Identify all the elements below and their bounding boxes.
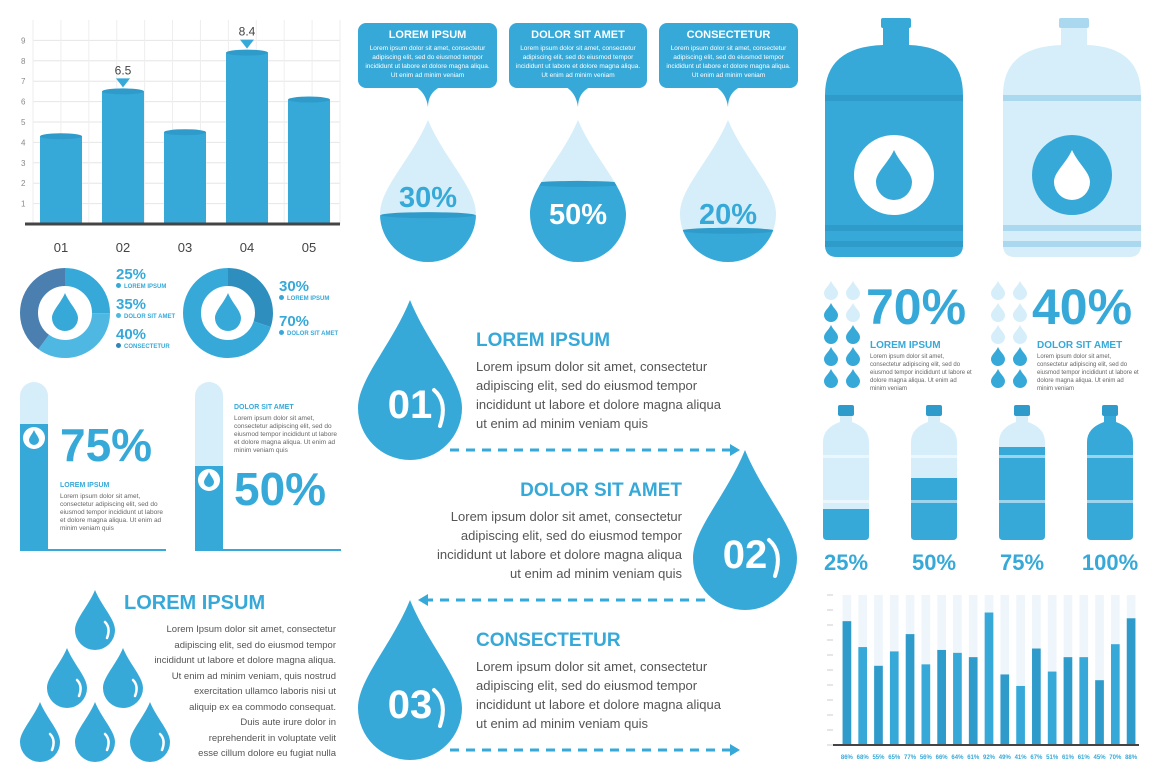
marker-arrow-icon: [240, 40, 254, 49]
bar-chart-1: [15, 15, 345, 265]
data-label: 66%: [935, 755, 948, 761]
data-label: 6.5: [114, 63, 132, 78]
bar: [1064, 657, 1073, 745]
small-drop-icon: [846, 281, 860, 300]
bottle-ridge: [1087, 455, 1133, 458]
bottle-cap: [1102, 405, 1118, 416]
small-drop-icon: [846, 347, 860, 366]
bar: [890, 651, 899, 745]
data-label: 56%: [919, 755, 932, 761]
bar: [1032, 649, 1041, 745]
legend-dot-icon: [279, 295, 284, 300]
bubble-2-text: Lorem ipsum dolor sit amet, consectetur adipiscing elit, sed do eiusmod tempor incididunt ut labore et dolore magna aliqua. Ut enim ad minim veniam: [515, 45, 641, 79]
y-tick-label: 7: [21, 77, 26, 87]
x-tick-label: 02: [115, 240, 131, 255]
bubble-3-text: Lorem ipsum dolor sit amet, consectetur adipiscing elit, sed do eiusmod tempor incididunt ut labore et dolore magna aliqua. Ut enim ad minim veniam: [666, 45, 791, 79]
bubble-tail: [416, 87, 440, 107]
step2-line: incididunt ut labore et dolore magna aliqua: [436, 547, 682, 562]
bottle-fill: [823, 509, 869, 540]
drop-percent-label: 30%: [398, 182, 458, 214]
data-label: 61%: [1077, 755, 1090, 761]
data-label: 67%: [1030, 755, 1043, 761]
small-drop-icon: [824, 325, 838, 344]
drop-percent-label: 50%: [548, 199, 608, 231]
step1-line: Lorem ipsum dolor sit amet, consectetur: [476, 359, 708, 374]
y-tick-label: 1: [21, 199, 26, 209]
x-tick-label: 04: [239, 240, 255, 255]
step3-line: incididunt ut labore et dolore magna aliqua: [476, 697, 722, 712]
bottle-label: 50%: [911, 550, 957, 575]
data-label: 86%: [840, 755, 853, 761]
small-drop-icon: [991, 347, 1005, 366]
drops-text-line: esse cillum dolore eu fugiat nulla: [198, 748, 336, 759]
bar: [1127, 618, 1136, 745]
jug-band: [1003, 225, 1141, 231]
y-tick-label: 3: [21, 158, 26, 168]
thermo2-text: Lorem ipsum dolor sit amet, consectetur adipiscing elit, sed do eiusmod tempor incididunt ut labore et dolore magna aliqua. Ut enim ad minim veniam quis: [234, 415, 337, 454]
drop-percent-label: 20%: [698, 199, 758, 231]
water-drop-icon: [47, 648, 87, 708]
step-drop-icon: [693, 450, 797, 610]
small-drop-icon: [846, 303, 860, 322]
bubble-tail: [566, 87, 590, 107]
jug-cap: [1059, 18, 1089, 28]
data-label: 49%: [998, 755, 1011, 761]
small-drop-icon: [991, 281, 1005, 300]
bar: [937, 650, 946, 745]
step3-line: ut enim ad minim veniam quis: [476, 716, 648, 731]
data-label: 70%: [1109, 755, 1122, 761]
donut2-val-1: 30%: [279, 278, 310, 295]
thermo2-value: 50%: [234, 463, 327, 515]
small-stat2-text: Lorem ipsum dolor sit amet, consectetur adipiscing elit, sed do eiusmod tempor incididunt ut labore et dolore magna aliqua. Ut enim ad minim veniam: [1037, 354, 1139, 392]
drops-text-line: Duis aute irure dolor in: [240, 717, 336, 728]
bottle-ridge: [999, 455, 1045, 458]
y-tick-label: 5: [21, 118, 26, 127]
bubble-2: [509, 23, 647, 88]
drops-text-line: adipiscing elit, sed do eiusmod tempor: [174, 639, 336, 651]
bar: [843, 621, 852, 745]
drops-text-line: reprehenderit in voluptate velit: [208, 732, 336, 744]
drops-text-line: Ut enim ad minim veniam, quis nostrud: [171, 670, 336, 682]
data-label: 61%: [1061, 755, 1074, 761]
y-tick-label: 8: [21, 56, 26, 66]
legend-dot-icon: [279, 330, 284, 335]
drops-text-line: aliquip ex ea commodo consequat.: [189, 701, 336, 713]
donut1-label-1: LOREM IPSUM: [124, 284, 167, 290]
bubble-1: [358, 23, 497, 88]
water-jugs: [818, 15, 1148, 265]
y-tick-label: 2: [21, 179, 26, 189]
data-label: 61%: [967, 755, 980, 761]
donut2-label-2: DOLOR SIT AMET: [287, 331, 339, 337]
y-tick-label: 9: [21, 36, 26, 46]
bar: [1048, 672, 1057, 745]
small-drop-icon: [824, 281, 838, 300]
data-label: 64%: [951, 755, 964, 761]
bottle-cap: [926, 405, 942, 416]
small-stat2-title: DOLOR SIT AMET: [1037, 340, 1123, 351]
thermo1-value: 75%: [60, 419, 153, 471]
bar: [288, 100, 330, 224]
bar-chart-2: [825, 585, 1145, 765]
legend-dot-icon: [116, 313, 121, 318]
x-tick-label: 01: [53, 240, 69, 255]
drops-text-line: exercitation ullamco laboris nisi ut: [193, 686, 336, 697]
bottle-fill: [1087, 416, 1133, 540]
step1-title: LOREM IPSUM: [476, 330, 611, 351]
drops-text: [130, 622, 336, 762]
bar-cap: [226, 50, 268, 56]
step3-title: CONSECTETUR: [476, 630, 621, 651]
donut1-label-3: CONSECTETUR: [124, 344, 170, 350]
donut-chart-1: [20, 268, 110, 358]
step2-line: ut enim ad minim veniam quis: [510, 566, 682, 581]
bar: [969, 657, 978, 745]
bottle-label: 75%: [999, 550, 1045, 575]
y-tick-label: 4: [21, 138, 26, 148]
x-tick-label: 05: [301, 240, 317, 255]
bar: [1079, 657, 1088, 745]
arrow-left-icon: [418, 594, 428, 606]
bubble-tails: [358, 87, 798, 107]
thermo2-title: DOLOR SIT AMET: [234, 404, 294, 411]
drop-fill-surface: [531, 181, 625, 187]
bubble-1-text: Lorem ipsum dolor sit amet, consectetur adipiscing elit, sed do eiusmod tempor incididunt ut labore et dolore magna aliqua. Ut enim ad minim veniam: [365, 45, 490, 79]
data-label: 8.4: [238, 24, 256, 39]
bottle-cap: [838, 405, 854, 416]
small-drop-icon: [1013, 281, 1027, 300]
donut1-val-2: 35%: [116, 296, 147, 313]
bubble-1-title: LOREM IPSUM: [388, 29, 467, 41]
bar-cap: [164, 129, 206, 135]
small-drop-icon: [1013, 325, 1027, 344]
thermo1-title: LOREM IPSUM: [60, 482, 110, 489]
marker-arrow-icon: [116, 78, 130, 87]
data-label: 88%: [1125, 755, 1138, 761]
bottle-ridge: [911, 500, 957, 503]
step1-text: [476, 357, 756, 433]
bar: [1016, 686, 1025, 745]
bar: [1111, 644, 1120, 745]
bottle-cap: [1014, 405, 1030, 416]
step-drop-icon: [358, 600, 462, 760]
small-drop-icon: [991, 303, 1005, 322]
donut1-val-1: 25%: [116, 266, 147, 283]
step-number: 02: [722, 533, 768, 577]
bottles: [818, 400, 1148, 580]
bottle-ridge: [911, 455, 957, 458]
small-drop-icon: [1013, 347, 1027, 366]
bar: [164, 132, 206, 224]
data-label: 41%: [1014, 755, 1027, 761]
jug-band: [1003, 241, 1141, 247]
bar: [858, 647, 867, 745]
drops-text-line: incididunt ut labore et dolore magna aliqua.: [154, 655, 336, 666]
small-drop-icon: [991, 325, 1005, 344]
step1-line: adipiscing elit, sed do eiusmod tempor: [476, 378, 698, 393]
bottle-label: 100%: [1081, 550, 1139, 575]
bottle-ridge: [823, 455, 869, 458]
step2-line: adipiscing elit, sed do eiusmod tempor: [460, 528, 682, 543]
fill-drops: [358, 110, 798, 265]
bar: [102, 91, 144, 224]
drops-text-line: Lorem Ipsum dolor sit amet, consectetur: [166, 624, 336, 635]
donut-chart-2: [183, 268, 273, 358]
small-stat1-title: LOREM IPSUM: [870, 340, 941, 351]
bottle-ridge: [999, 500, 1045, 503]
step1-line: ut enim ad minim veniam quis: [476, 416, 648, 431]
small-drop-icon: [1013, 303, 1027, 322]
data-label: 51%: [1046, 755, 1059, 761]
jug-band: [1003, 95, 1141, 101]
y-tick-label: 6: [21, 97, 26, 107]
step3-line: Lorem ipsum dolor sit amet, consectetur: [476, 659, 708, 674]
water-drop-icon: [75, 702, 115, 762]
bar-cap: [40, 133, 82, 139]
small-drop-icon: [1013, 369, 1027, 388]
bar: [906, 634, 915, 745]
bubble-tail: [716, 87, 740, 107]
bottle-fill: [911, 478, 957, 540]
bar: [953, 653, 962, 745]
step-number: 03: [387, 683, 433, 727]
step3-line: adipiscing elit, sed do eiusmod tempor: [476, 678, 698, 693]
x-tick-label: 03: [177, 240, 193, 255]
small-stat1-text: Lorem ipsum dolor sit amet, consectetur adipiscing elit, sed do eiusmod tempor incididunt ut labore et dolore magna aliqua. Ut enim ad minim veniam: [870, 354, 972, 392]
arrow-right-icon: [730, 744, 740, 756]
bar-cap: [102, 88, 144, 94]
bar: [40, 136, 82, 224]
arrow-right-icon: [730, 444, 740, 456]
jug-band: [825, 95, 963, 101]
jug-band: [825, 225, 963, 231]
bubble-3-title: CONSECTETUR: [686, 29, 771, 41]
step2-text: [400, 507, 682, 583]
data-label: 55%: [872, 755, 885, 761]
bar: [1000, 674, 1009, 745]
bar: [985, 613, 994, 745]
donut1-val-3: 40%: [116, 326, 147, 343]
jug-band: [825, 241, 963, 247]
bottle-ridge: [1087, 500, 1133, 503]
donut2-label-1: LOREM IPSUM: [287, 296, 330, 302]
small-drop-icon: [846, 325, 860, 344]
water-drop-icon: [20, 702, 60, 762]
drops-title: LOREM IPSUM: [124, 592, 266, 614]
step2-title: DOLOR SIT AMET: [520, 480, 682, 501]
data-label: 65%: [888, 755, 901, 761]
small-drop-icon: [846, 369, 860, 388]
bar: [226, 53, 268, 224]
water-drop-icon: [75, 590, 115, 650]
step2-line: Lorem ipsum dolor sit amet, consectetur: [450, 509, 682, 524]
donut1-label-2: DOLOR SIT AMET: [124, 314, 176, 320]
bar-cap: [288, 97, 330, 103]
small-drop-icon: [991, 369, 1005, 388]
thermo1-text: Lorem ipsum dolor sit amet, consectetur adipiscing elit, sed do eiusmod tempor incididunt ut labore et dolore magna aliqua. Ut enim ad minim veniam quis: [60, 493, 163, 532]
bar: [1095, 680, 1104, 745]
small-stat2-value: 40%: [1032, 279, 1133, 335]
small-drop-icon: [824, 303, 838, 322]
legend-dot-icon: [116, 343, 121, 348]
small-drop-icon: [824, 347, 838, 366]
small-stat1-value: 70%: [866, 279, 967, 335]
data-label: 77%: [904, 755, 917, 761]
jug-cap: [881, 18, 911, 28]
bottle-fill: [999, 447, 1045, 540]
bar: [922, 664, 931, 745]
data-label: 45%: [1093, 755, 1106, 761]
bar: [874, 666, 883, 745]
bubble-3: [659, 23, 798, 88]
bubble-2-title: DOLOR SIT AMET: [531, 29, 625, 41]
data-label: 68%: [856, 755, 869, 761]
bottle-ridge: [823, 500, 869, 503]
donut2-val-2: 70%: [279, 313, 310, 330]
small-drop-icon: [824, 369, 838, 388]
data-label: 92%: [982, 755, 996, 761]
step1-line: incididunt ut labore et dolore magna aliqua: [476, 397, 722, 412]
step3-text: [476, 657, 756, 733]
legend-dot-icon: [116, 283, 121, 288]
bottle-label: 25%: [823, 550, 869, 575]
step-number: 01: [387, 383, 433, 427]
step-drop-icon: [358, 300, 462, 460]
